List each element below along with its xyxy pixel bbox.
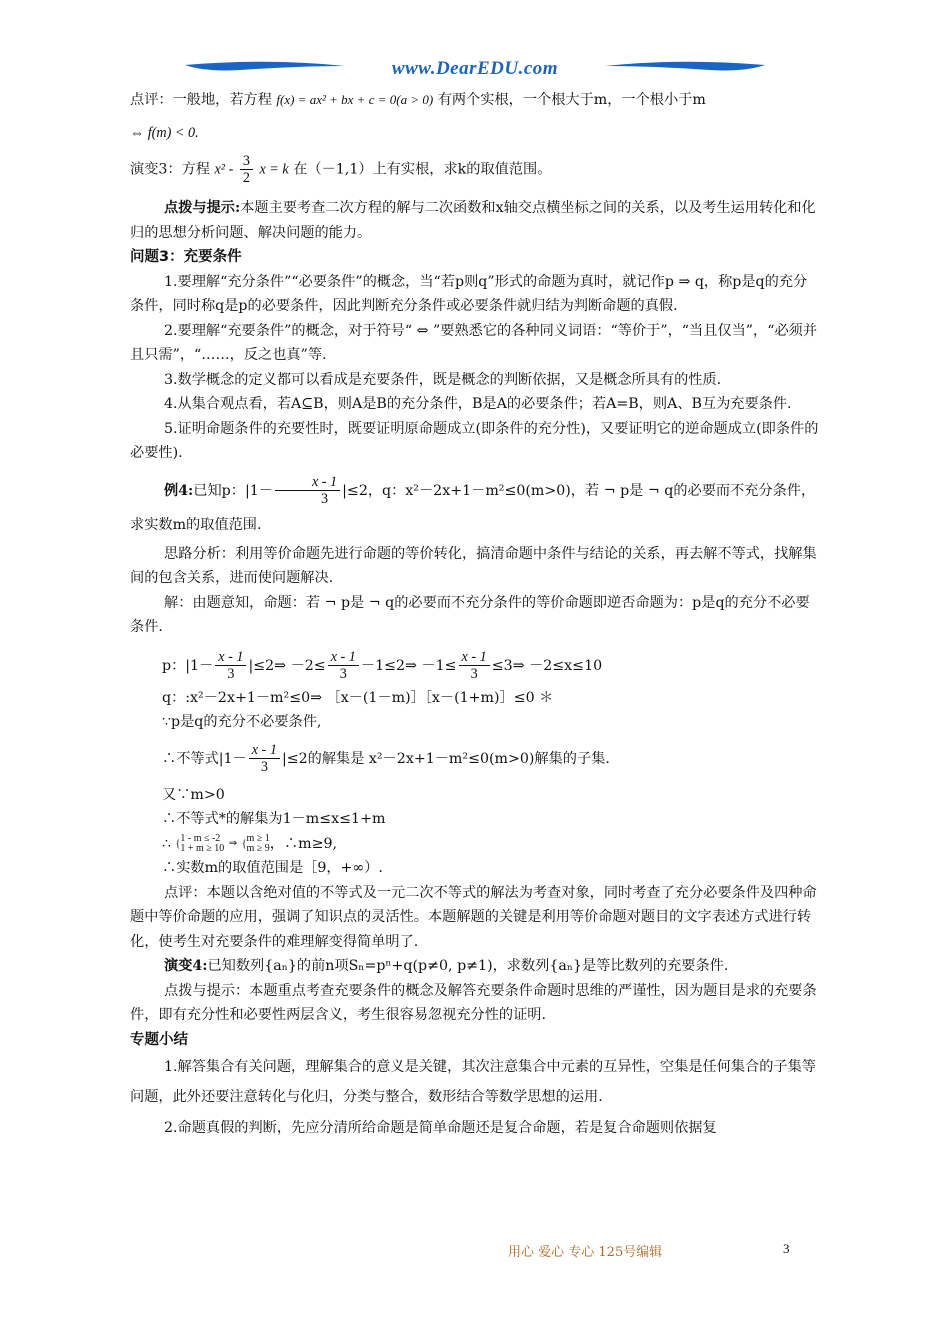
system-right: { m ≥ 1 m ≥ 9	[241, 832, 270, 854]
review1-a: 点评：一般地，若方程	[130, 92, 272, 108]
p-fraction-1: $\frac{x - 1}{3}$	[215, 649, 246, 682]
variant3-line	[130, 153, 820, 186]
because-2: 又∵m>0	[162, 786, 225, 803]
hint3-label: 点拨与提示:	[164, 200, 241, 216]
review1-equation: f(x) = ax² + bx + c = 0(a > 0)	[276, 92, 434, 107]
review1-c: ⇔ f(m) < 0.	[130, 124, 199, 141]
summary-p2: 2.命题真假的判断，先应分清所给命题是简单命题还是复合命题，若是复合命题则依据复	[164, 1120, 717, 1136]
because-1: ∵p是q的充分不必要条件,	[162, 714, 322, 730]
variant4-text: 已知数列{aₙ}的前n项Sₙ=pⁿ+q(p≠0, p≠1)，求数列{aₙ}是等比数列的充要条件.	[207, 958, 729, 974]
section3-title: 问题3：充要条件	[130, 249, 242, 265]
item-5: 5.证明命题条件的充要性时，既要证明原命题成立(即条件的充分性)，又要证明它的逆命题成立(即条件的必要性).	[130, 420, 819, 461]
summary-title: 专题小结	[130, 1031, 188, 1048]
summary-p1: 1.解答集合有关问题，理解集合的意义是关键，其次注意集合中元素的互异性，空集是任何集合的子集等问题，此外还要注意转化与化归，分类与整合，数形结合等数学思想的运用.	[130, 1059, 816, 1105]
q-line: q：:x²－2x+1－m²≤0⇒ ［x－(1－m)］［x－(1+m)］≤0 ＊	[162, 689, 554, 706]
hint4: 点拨与提示：本题重点考查充要条件的概念及解答充要条件命题时思维的严谨性，因为题目是求的充要条件，即有充分性和必要性两层含义，考生很容易忽视充分性的证明.	[130, 982, 817, 1023]
variant3-fraction: $\frac{3}{2}$	[240, 153, 253, 186]
site-header	[180, 56, 770, 82]
example4-label: 例4:	[164, 482, 194, 499]
variant3-a: 演变3：方程	[130, 161, 210, 178]
p-line: p：|1－ $\frac{x - 1}{3}$ |≤2⇒ －2≤ $\frac{x - 1}{3}$ －1≤2⇒ －1≤ $\frac{x - 1}{3}$ ≤3⇒ －2≤x≤10	[162, 649, 603, 682]
therefore-3: ∴实数m的取值范围是［9，+∞）.	[162, 860, 383, 876]
p-fraction-3: $\frac{x - 1}{3}$	[459, 649, 490, 682]
site-url: www.DearEDU.com	[391, 58, 559, 79]
system-line: ∴ { 1 - m ≤ -2 1 + m ≥ 10 ⇒ { m ≥ 1 m ≥ 9 ，∴m≥9,	[162, 832, 338, 854]
item-2: 2.要理解“充要条件”的概念，对于符号“ ⇔ ”要熟悉它的各种同义词语：“等价于”，“当且仅当”，“必须并且只需”，“……，反之也真”等.	[130, 322, 818, 363]
item-1: 1.要理解“充分条件”“必要条件”的概念，当“若p则q”形式的命题为真时，就记作p ⇒ q，称p是q的充分条件，同时称q是p的必要条件，因此判断充分条件或必要条件就归结为判断命题的真假.	[130, 273, 808, 314]
variant4	[130, 954, 820, 979]
variant4-label: 演变4:	[164, 958, 208, 974]
therefore-2: ∴不等式*的解集为1－m≤x≤1+m	[162, 811, 386, 827]
review2: 点评：本题以含绝对值的不等式及一元二次不等式的解法为考查对象，同时考查了充分必要条件及四种命题中等价命题的应用，强调了知识点的灵活性。本题解题的关键是利用等价命题对题目的文字表述方式进行转化，使考生对充要条件的难理解变得简单明了.	[130, 884, 817, 950]
example4-fraction: $\frac{x - 1}{3}$	[275, 474, 340, 507]
item-3: 3.数学概念的定义都可以看成是充要条件，既是概念的判断依据，又是概念所具有的性质.	[164, 371, 722, 388]
footer-text: 用心 爱心 专心 125号编辑	[508, 1245, 663, 1260]
hint3-text: 本题主要考查二次方程的解与二次函数和x轴交点横坐标之间的关系，以及考生运用转化和化归的思想分析问题、解决问题的能力。	[130, 200, 816, 241]
variant3-b: 在（－1,1）上有实根，求k的取值范围。	[293, 161, 552, 178]
therefore1-fraction: $\frac{x - 1}{3}$	[249, 742, 280, 775]
solution: 解：由题意知，命题：若 ¬ p是 ¬ q的必要而不充分条件的等价命题即逆否命题为：p是q的充分不必要条件.	[130, 594, 810, 635]
item-4: 4.从集合观点看，若A⊆B，则A是B的充分条件，B是A的必要条件；若A=B，则A、B互为充要条件.	[164, 396, 792, 412]
system-left: { 1 - m ≤ -2 1 + m ≥ 10	[175, 832, 225, 854]
hint3	[130, 196, 820, 245]
document-body	[130, 86, 820, 1141]
review1-line	[130, 88, 820, 113]
variant3-eq-left: x² -	[214, 161, 234, 178]
page-number: 3	[783, 1241, 790, 1256]
p-fraction-2: $\frac{x - 1}{3}$	[328, 649, 359, 682]
example4	[130, 474, 820, 542]
example4-a: 已知p：|1－	[193, 482, 273, 499]
example4-b: |≤2，q：x²－2x+1－m²≤0(m>0)，若 ¬ p是 ¬ q的必要而不充分条件，求实数m的取值范围.	[130, 482, 816, 533]
therefore-1: ∴不等式|1－ $\frac{x - 1}{3}$ |≤2的解集是 x²－2x+1－m²≤0(m>0)解集的子集.	[162, 742, 610, 775]
analysis: 思路分析：利用等价命题先进行命题的等价转化，搞清命题中条件与结论的关系，再去解不等式，找解集间的包含关系，进而使问题解决.	[130, 545, 817, 586]
review1-b: 有两个实根，一个根大于m，一个根小于m	[437, 92, 706, 108]
variant3-eq-right: x = k	[259, 161, 289, 178]
